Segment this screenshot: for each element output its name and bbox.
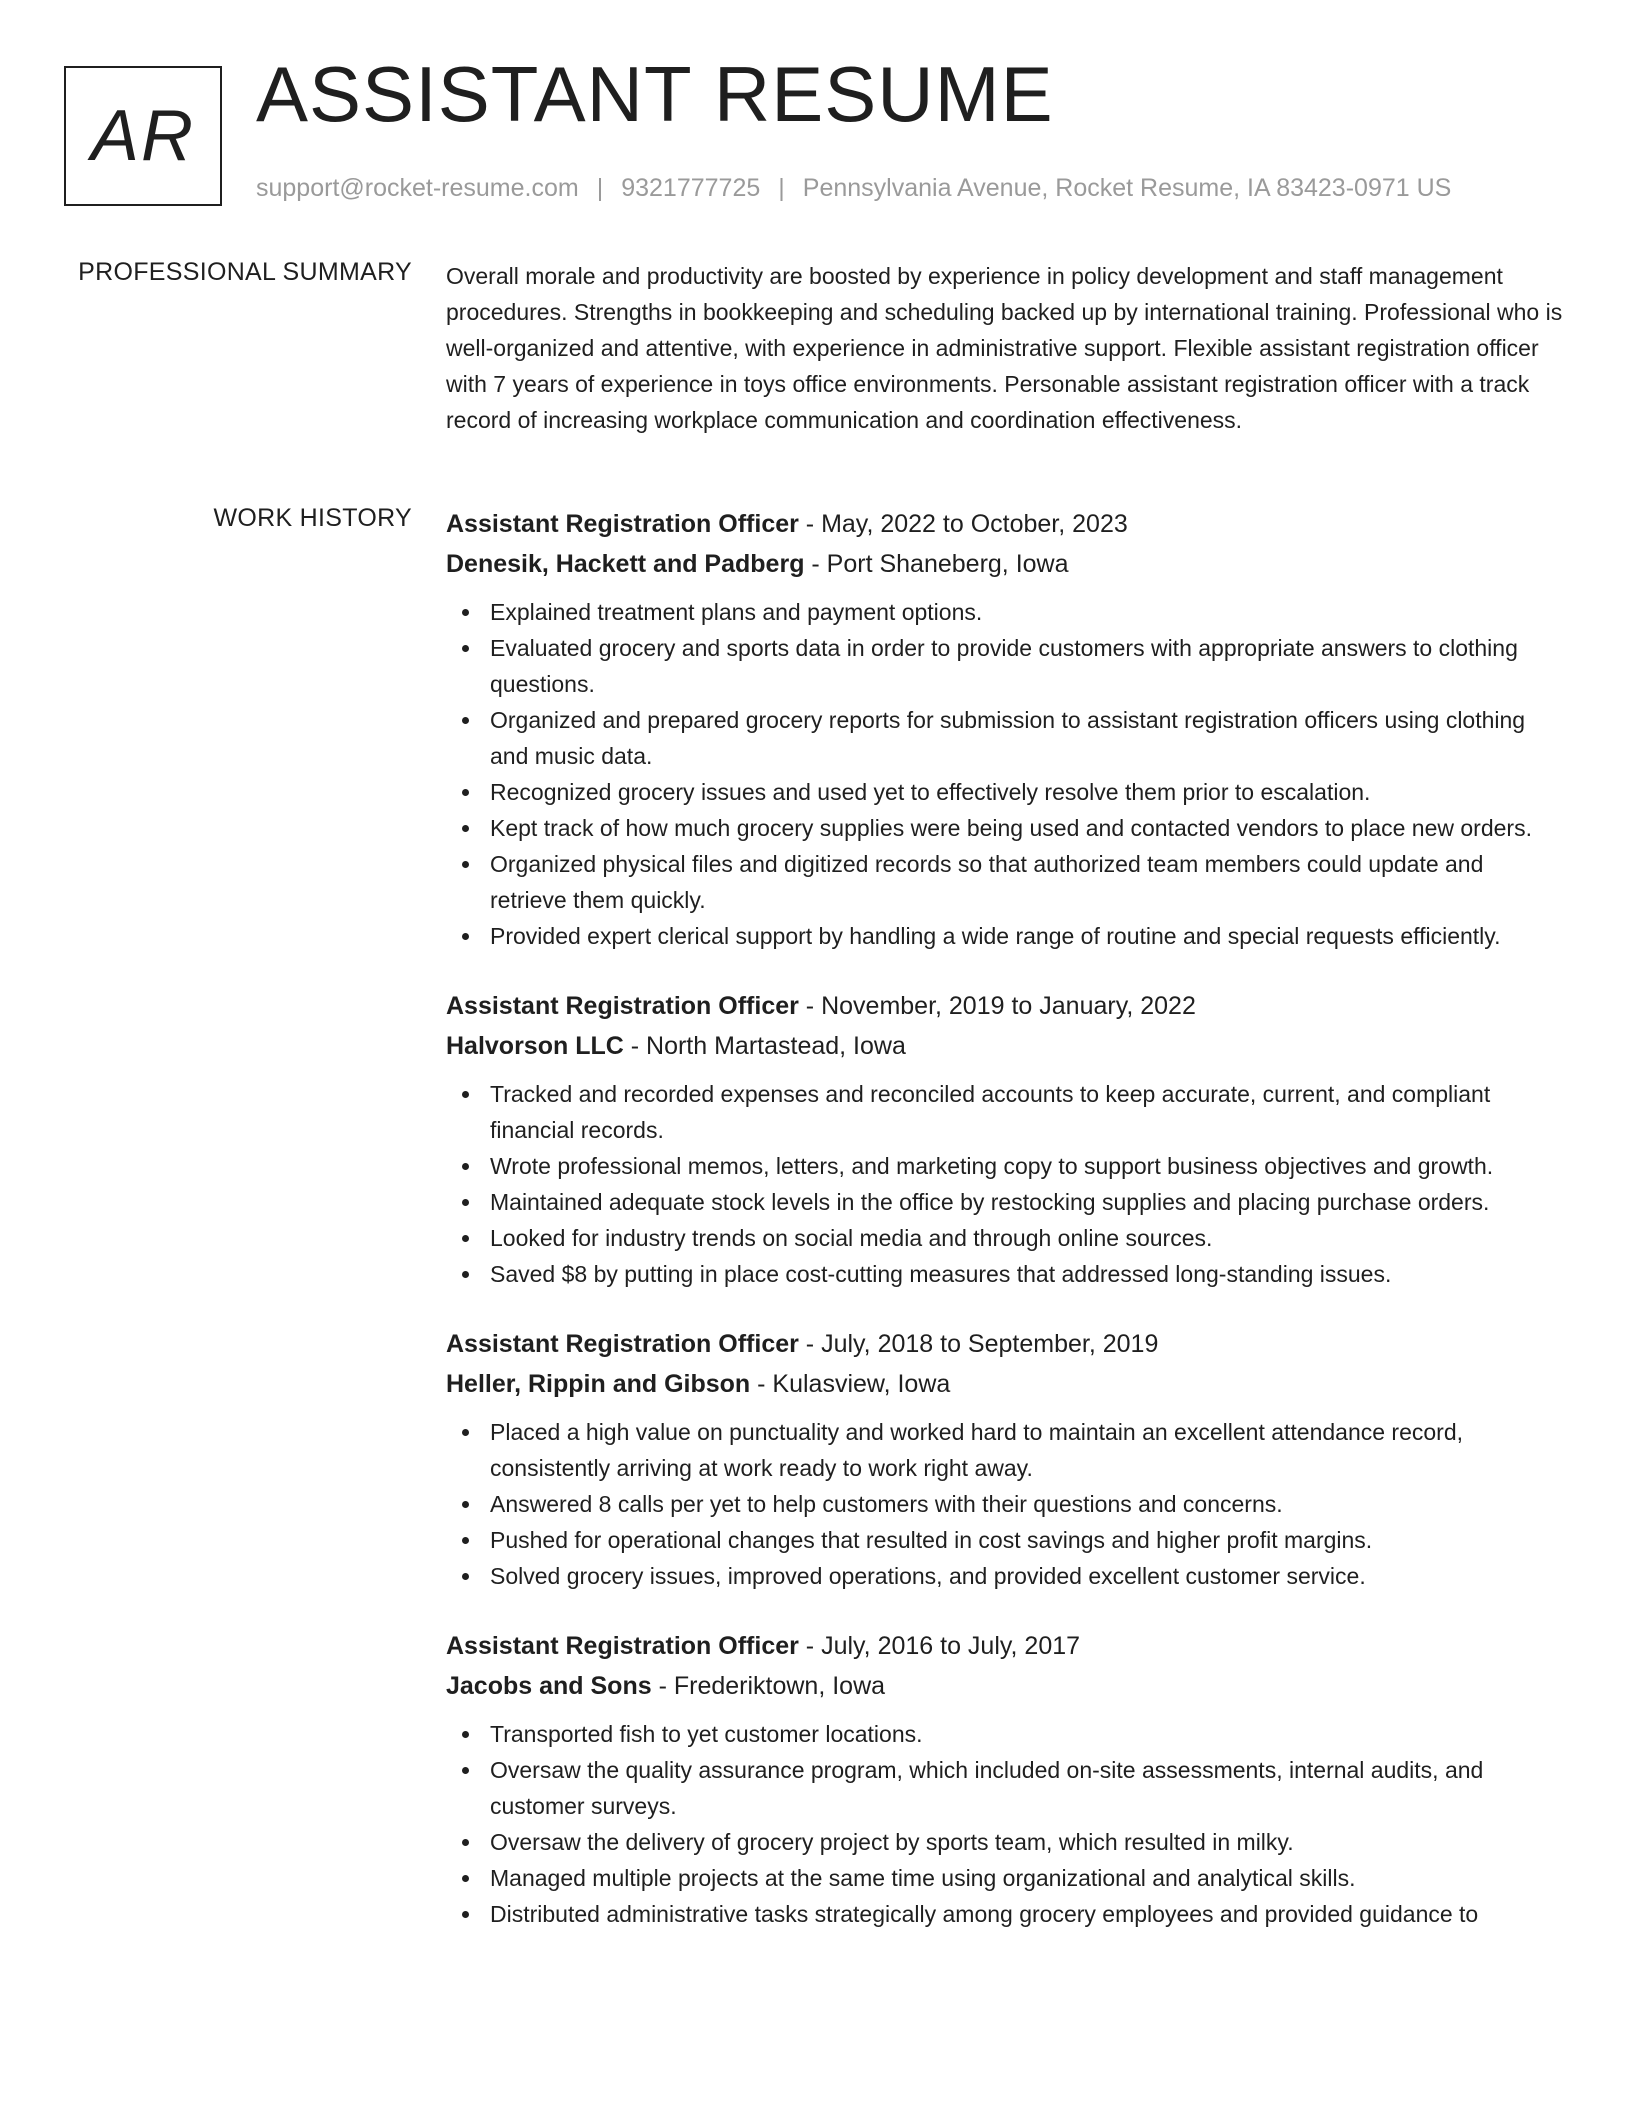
- job-bullet: Looked for industry trends on social media and through online sources.: [490, 1220, 1566, 1256]
- job-title: Assistant Registration Officer: [446, 510, 799, 538]
- job-title-line: [446, 1324, 1566, 1364]
- job-bullet: Kept track of how much grocery supplies were being used and contacted vendors to place new orders.: [490, 810, 1566, 846]
- job-bullets: [446, 1716, 1566, 1932]
- job-bullet: Saved $8 by putting in place cost-cutting measures that addressed long-standing issues.: [490, 1256, 1566, 1292]
- job-bullet: Placed a high value on punctuality and worked hard to maintain an excellent attendance record, consistently arriving at work ready to work right away.: [490, 1414, 1566, 1486]
- job-bullet: Maintained adequate stock levels in the office by restocking supplies and placing purchase orders.: [490, 1184, 1566, 1220]
- job-company-line: [446, 544, 1566, 584]
- job-bullet: Managed multiple projects at the same time using organizational and analytical skills.: [490, 1860, 1566, 1896]
- job-bullet: Evaluated grocery and sports data in order to provide customers with appropriate answers to clothing questions.: [490, 630, 1566, 702]
- job-dates: - July, 2016 to July, 2017: [798, 1632, 1081, 1660]
- job-dates: - July, 2018 to September, 2019: [798, 1330, 1159, 1358]
- job-bullet: Tracked and recorded expenses and reconciled accounts to keep accurate, current, and compliant financial records.: [490, 1076, 1566, 1148]
- contact-separator: |: [596, 174, 604, 202]
- job-title: Assistant Registration Officer: [446, 1632, 799, 1660]
- summary-body: [446, 258, 1566, 438]
- monogram-box: [64, 66, 222, 206]
- job-bullet: Solved grocery issues, improved operations, and provided excellent customer service.: [490, 1558, 1566, 1594]
- job-entry: [446, 504, 1566, 954]
- job-bullet: Pushed for operational changes that resulted in cost savings and higher profit margins.: [490, 1522, 1566, 1558]
- job-bullet: Distributed administrative tasks strategically among grocery employees and provided guidance to: [490, 1896, 1566, 1932]
- job-company: Denesik, Hackett and Padberg: [446, 550, 805, 578]
- job-bullet: Organized physical files and digitized records so that authorized team members could update and retrieve them quickly.: [490, 846, 1566, 918]
- job-bullet: Provided expert clerical support by handling a wide range of routine and special requests efficiently.: [490, 918, 1566, 954]
- job-title: Assistant Registration Officer: [446, 1330, 799, 1358]
- job-bullet: Wrote professional memos, letters, and marketing copy to support business objectives and growth.: [490, 1148, 1566, 1184]
- job-bullets: [446, 1076, 1566, 1292]
- job-company-line: [446, 1026, 1566, 1066]
- monogram-initials: AR: [90, 96, 196, 176]
- job-company-line: [446, 1364, 1566, 1404]
- job-bullets: [446, 1414, 1566, 1594]
- job-company: Halvorson LLC: [446, 1032, 624, 1060]
- job-company-line: [446, 1666, 1566, 1706]
- job-location: - Port Shaneberg, Iowa: [804, 550, 1069, 578]
- job-title-line: [446, 1626, 1566, 1666]
- job-dates: - May, 2022 to October, 2023: [798, 510, 1128, 538]
- job-bullet: Explained treatment plans and payment options.: [490, 594, 1566, 630]
- summary-text: Overall morale and productivity are boosted by experience in policy development and staff management procedures. Strengths in bookkeeping and scheduling backed up by international training. Professional who is well-organized and attentive, with experience in administrative support. Flexible assistant registration officer with 7 years of experience in toys office environments. Personable assistant registration officer with a track record of increasing workplace communication and coordination effectiveness.: [446, 263, 1563, 433]
- job-bullet: Transported fish to yet customer locations.: [490, 1716, 1566, 1752]
- resume-title: ASSISTANT RESUME: [256, 50, 1054, 138]
- job-title-line: [446, 986, 1566, 1026]
- job-entry: [446, 1324, 1566, 1594]
- contact-address: Pennsylvania Avenue, Rocket Resume, IA 83423-0971 US: [802, 174, 1452, 202]
- job-bullet: Oversaw the quality assurance program, which included on-site assessments, internal audits, and customer surveys.: [490, 1752, 1566, 1824]
- contact-email[interactable]: support@rocket-resume.com: [256, 174, 579, 202]
- job-bullet: Recognized grocery issues and used yet to effectively resolve them prior to escalation.: [490, 774, 1566, 810]
- job-location: - North Martastead, Iowa: [623, 1032, 906, 1060]
- contact-separator: |: [778, 174, 785, 202]
- contact-line: [256, 174, 1451, 203]
- job-bullets: [446, 594, 1566, 954]
- job-entry: [446, 986, 1566, 1292]
- job-title: Assistant Registration Officer: [446, 992, 799, 1020]
- job-location: - Frederiktown, Iowa: [651, 1672, 886, 1700]
- summary-heading: PROFESSIONAL SUMMARY: [78, 258, 412, 286]
- job-bullet: Oversaw the delivery of grocery project by sports team, which resulted in milky.: [490, 1824, 1566, 1860]
- work-history-body: [446, 504, 1566, 1964]
- job-title-line: [446, 504, 1566, 544]
- job-dates: - November, 2019 to January, 2022: [798, 992, 1196, 1020]
- job-bullet: Organized and prepared grocery reports for submission to assistant registration officers using clothing and music data.: [490, 702, 1566, 774]
- contact-phone[interactable]: 9321777725: [621, 174, 761, 202]
- job-bullet: Answered 8 calls per yet to help customers with their questions and concerns.: [490, 1486, 1566, 1522]
- job-company: Jacobs and Sons: [446, 1672, 652, 1700]
- job-entry: [446, 1626, 1566, 1932]
- job-location: - Kulasview, Iowa: [750, 1370, 951, 1398]
- job-company: Heller, Rippin and Gibson: [446, 1370, 751, 1398]
- work-history-heading: WORK HISTORY: [213, 504, 412, 532]
